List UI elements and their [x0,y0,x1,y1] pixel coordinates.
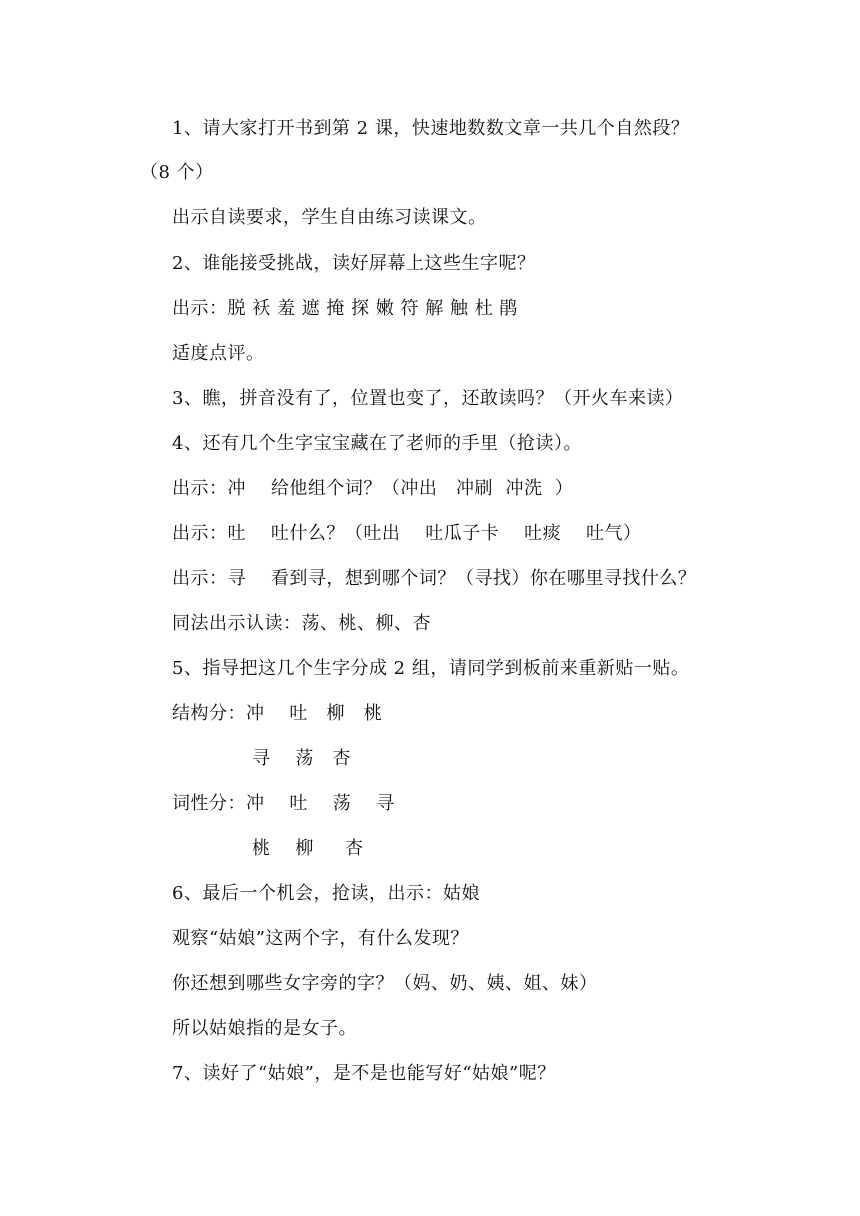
text-line: 4、还有几个生字宝宝藏在了老师的手里（抢读）。 [172,433,582,454]
text-line: 结构分：冲 吐 柳 桃 [172,703,383,724]
text-line: 出示：寻 看到寻，想到哪个词？（寻找）你在哪里寻找什么？ [172,568,697,589]
text-line: 同法出示认读：荡、桃、柳、杏 [172,613,431,634]
text-line: 3、瞧，拼音没有了，位置也变了，还敢读吗？（开火车来读） [172,388,684,409]
text-line: 你还想到哪些女字旁的字？（妈、奶、姨、姐、妹） [172,973,598,994]
text-line: 词性分：冲 吐 荡 寻 [172,793,395,814]
text-line: 2、谁能接受挑战，读好屏幕上这些生字呢？ [172,253,536,274]
text-line: 5、指导把这几个生字分成 2 组，请同学到板前来重新贴一贴。 [172,658,690,679]
text-line: 桃 柳 杏 [252,838,364,859]
text-line: 出示：吐 吐什么？（吐出 吐瓜子卡 吐痰 吐气） [172,523,642,544]
text-line: 出示自读要求，学生自由练习读课文。 [172,207,487,228]
text-line: 6、最后一个机会，抢读，出示：姑娘 [172,883,480,904]
text-line: 适度点评。 [172,343,265,364]
text-line: 所以姑娘指的是女子。 [172,1018,357,1039]
text-line: （8 个） [140,162,214,183]
text-line: 观察“姑娘”这两个字，有什么发现？ [172,928,469,949]
text-line: 7、读好了“姑娘”，是不是也能写好“姑娘”呢？ [172,1063,556,1084]
text-line: 1、请大家打开书到第 2 课，快速地数数文章一共几个自然段？ [172,118,690,139]
text-line: 出示：冲 给他组个词？（冲出 冲刷 冲洗 ） [172,478,574,499]
text-line: 出示：脱 袄 羞 遮 掩 探 嫩 符 解 触 杜 鹃 [172,298,518,319]
text-line: 寻 荡 杏 [252,748,352,769]
